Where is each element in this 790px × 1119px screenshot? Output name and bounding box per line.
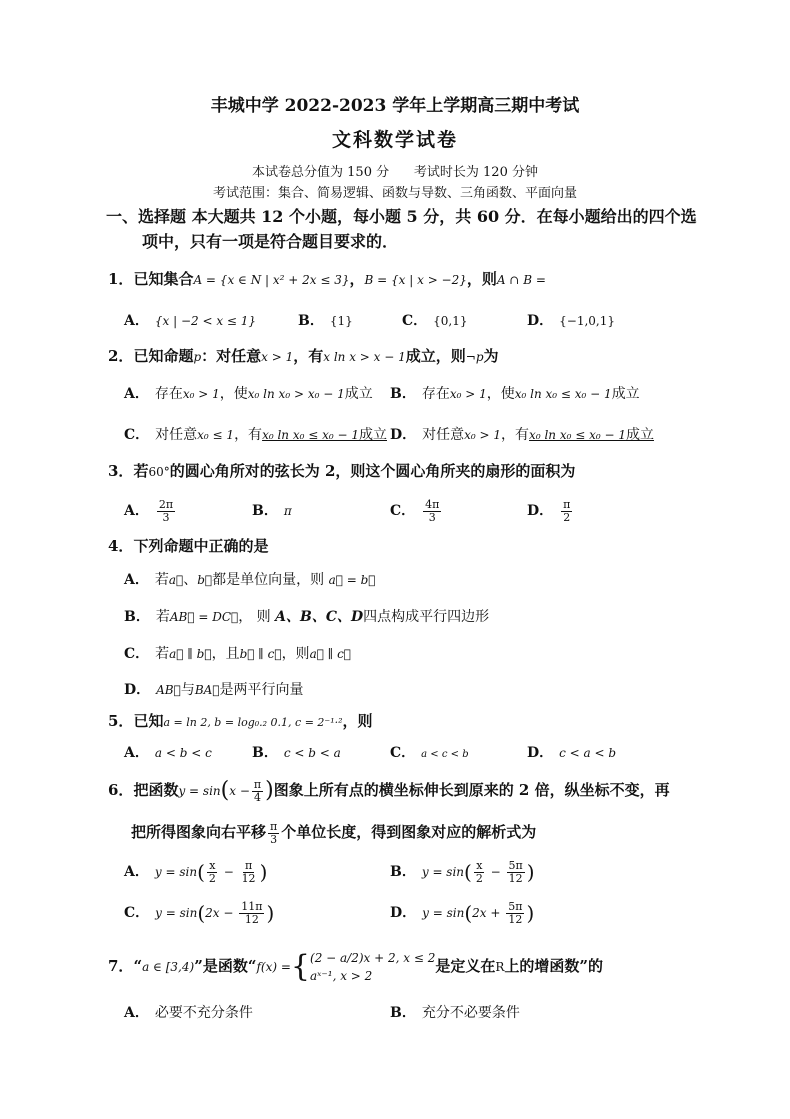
q3-option-d: D． $\frac{\pi}{2}$: [527, 497, 571, 524]
q6-option-d: D． y = sin(2x + $\frac{5\pi}{12}$ ): [390, 899, 535, 926]
info-time: 考试时长为 120 分钟: [413, 165, 538, 180]
section-heading-line2: 项中，只有一项是符合题目要求的．: [142, 232, 399, 251]
exam-info: [0, 163, 790, 183]
q6-option-a: A． y = sin( $\frac{x}{2}$ − $\frac{\pi}{12}$ ): [124, 858, 268, 885]
q5-option-c: C． a < c < b: [390, 745, 469, 761]
question-3: 3．若60°的圆心角所对的弦长为 2，则这个圆心角所夹的扇形的面积为: [108, 462, 576, 480]
q7-option-b: B． 充分不必要条件: [390, 1005, 520, 1021]
question-5: 5．已知a = ln 2, b = log₀.₂ 0.1, c = 2⁻¹·²，则: [108, 712, 373, 730]
q4-option-a: A． 若a⃗、b⃗都是单位向量，则 a⃗ = b⃗: [124, 572, 376, 588]
question-7: 7．“a ∈ [3,4)”是函数“f(x) ={ (2 − a/2)x + 2, x ≤ 2 aˣ⁻¹, x > 2 是定义在R上的增函数”的: [108, 949, 604, 984]
q7-option-a: A． 必要不充分条件: [124, 1005, 253, 1021]
q6-option-b: B． y = sin( $\frac{x}{2}$ − $\frac{5\pi}{12}$ ): [390, 858, 535, 885]
q4-option-d: D． AB⃗与BA⃗是两平行向量: [124, 682, 304, 698]
piecewise-cases: (2 − a/2)x + 2, x ≤ 2 aˣ⁻¹, x > 2: [310, 951, 436, 983]
question-2: 2．已知命题p：对任意x > 1，有x ln x > x − 1成立，则¬p为: [108, 347, 499, 365]
question-6-line1: 6．把函数y = sin(x − $\frac{\pi}{4}$ )图象上所有点的横坐标伸长到原来的 2 倍，纵坐标不变，再: [108, 777, 670, 804]
q6-option-c: C． y = sin(2x − $\frac{11\pi}{12}$ ): [124, 899, 275, 926]
q4-option-c: C． 若a⃗ ∥ b⃗，且b⃗ ∥ c⃗，则a⃗ ∥ c⃗: [124, 646, 352, 662]
q2-option-b: B． 存在x₀ > 1，使x₀ ln x₀ ≤ x₀ − 1成立: [390, 386, 640, 402]
section-heading-line1: 一、选择题 本大题共 12 个小题，每小题 5 分，共 60 分．在每小题给出的四个选: [106, 207, 697, 226]
q3-option-a: A． $\frac{2\pi}{3}$: [124, 497, 174, 524]
piecewise-brace: {: [290, 949, 311, 984]
q2-option-c: C． 对任意x₀ ≤ 1，有x₀ ln x₀ ≤ x₀ − 1成立: [124, 427, 387, 443]
question-1: 1．已知集合A = {x ∈ N | x² + 2x ≤ 3}，B = {x | x > −2}，则A ∩ B =: [108, 270, 546, 288]
q1-option-d: D． {−1,0,1}: [527, 313, 615, 329]
q2-option-d: D． 对任意x₀ > 1，有x₀ ln x₀ ≤ x₀ − 1成立: [390, 427, 654, 443]
q3-option-b: B． π: [252, 503, 292, 519]
q5-option-b: B． c < b < a: [252, 745, 341, 761]
q4-option-b: B． 若AB⃗ = DC⃗， 则 A、B、C、D四点构成平行四边形: [124, 609, 490, 625]
q5-option-a: A． a < b < c: [124, 745, 212, 761]
exam-subtitle: 文科数学试卷: [331, 129, 458, 151]
exam-scope: 考试范围：集合、简易逻辑、函数与导数、三角函数、平面向量: [212, 186, 577, 201]
exam-title: 丰城中学 2022-2023 学年上学期高三期中考试: [210, 96, 580, 116]
info-score: 本试卷总分值为 150 分: [252, 165, 390, 180]
q1-option-c: C． {0,1}: [402, 313, 468, 329]
q5-option-d: D． c < a < b: [527, 745, 617, 761]
q1-option-a: A． {x | −2 < x ≤ 1}: [124, 313, 257, 329]
question-6-line2: 把所得图象向右平移 $\frac{\pi}{3}$ 个单位长度，得到图象对应的解析式为: [131, 819, 537, 846]
q3-option-c: C． $\frac{4\pi}{3}$: [390, 497, 440, 524]
question-4: 4．下列命题中正确的是: [108, 537, 269, 555]
q2-option-a: A． 存在x₀ > 1，使x₀ ln x₀ > x₀ − 1成立: [124, 386, 373, 402]
q1-option-b: B． {1}: [298, 313, 353, 329]
